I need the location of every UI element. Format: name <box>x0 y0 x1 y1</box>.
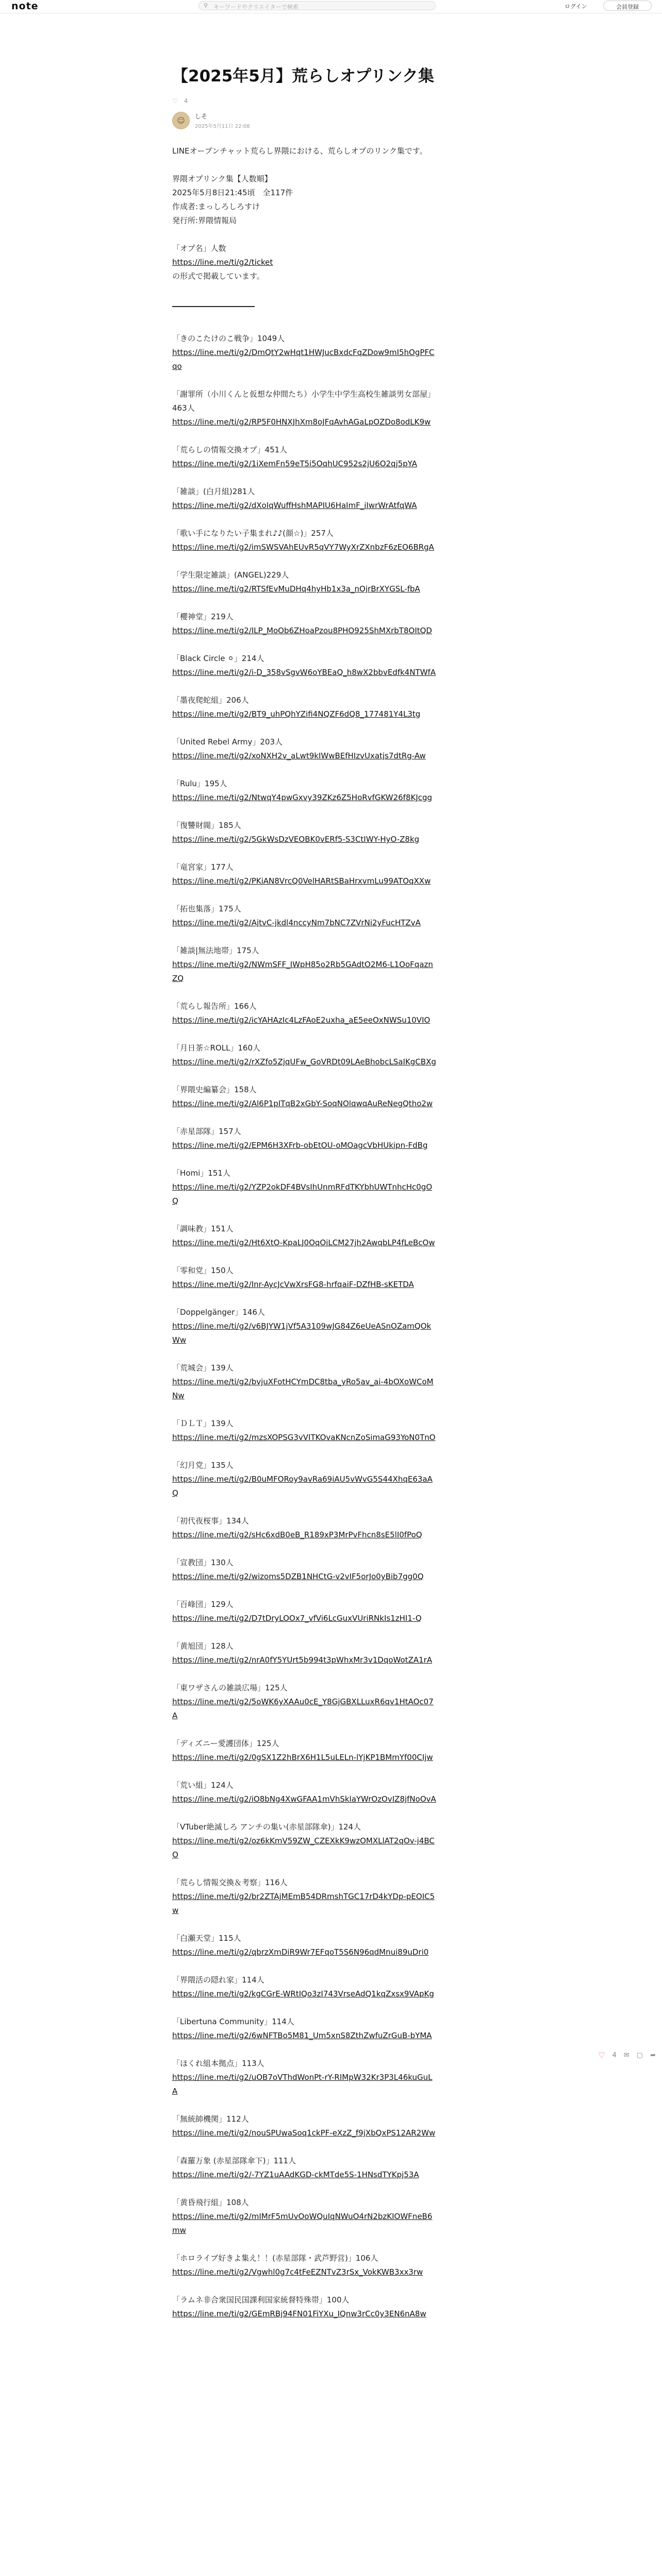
group-link[interactable]: https://line.me/ti/g2/EPM6H3XFrb-obEtOU-oMOagcVbHUkipn-FdBg <box>172 1141 428 1150</box>
group-name: 「雑談」(白月組)281人 <box>172 487 255 496</box>
list-item <box>172 1556 436 1584</box>
group-link[interactable]: https://line.me/ti/g2/PKiAN8VrcQ0VelHARtSBaHrxvmLu99ATOqXXw <box>172 876 431 886</box>
avatar[interactable]: ☺ <box>172 112 190 129</box>
heart-icon[interactable]: ♡ <box>598 2050 605 2060</box>
stats-lines-line: 作成者:まっしろしろすけ <box>172 202 260 211</box>
list-item <box>172 2112 436 2140</box>
login-link[interactable]: ログイン <box>565 3 587 10</box>
group-link[interactable]: https://line.me/ti/g2/mzsXOPSG3vVITKOvaKNcnZoSimaG93YoN0TnO <box>172 1433 436 1442</box>
group-link[interactable]: https://line.me/ti/g2/6wNFTBo5M81_Um5xnS8ZthZwfuZrGuB-bYMA <box>172 2031 432 2040</box>
group-name: 「竜宮家」177人 <box>172 862 234 872</box>
list-item <box>172 777 436 805</box>
list-item <box>172 1264 436 1292</box>
group-link[interactable]: https://line.me/ti/g2/5GkWsDzVEOBK0vERf5-S3CtIWY-HyO-Z8kg <box>172 835 420 844</box>
top-header <box>0 0 662 13</box>
group-link[interactable]: https://line.me/ti/g2/uOB7oVThdWonPt-rY-RIMpW32Kr3P3L46kuGuLA <box>172 2073 433 2096</box>
stats-lines-line: 発行所:界隈情報局 <box>172 216 237 225</box>
list-item <box>172 902 436 930</box>
list-item <box>172 1820 436 1862</box>
group-name: 「調味教」151人 <box>172 1224 234 1233</box>
divider <box>172 306 255 307</box>
list-item <box>172 2057 436 2098</box>
group-link[interactable]: https://line.me/ti/g2/-7YZ1uAAdKGD-ckMTde5S-1HNsdTYKpj53A <box>172 2170 419 2179</box>
note-logo[interactable]: note <box>11 1 39 12</box>
group-link[interactable]: https://line.me/ti/g2/DmQtY2wHqt1HWJucBxdcFqZDow9mI5hOgPFCqo <box>172 348 435 371</box>
group-name: 「界隈史編纂会」158人 <box>172 1085 257 1094</box>
list-item <box>172 735 436 763</box>
list-item <box>172 2154 436 2182</box>
group-link[interactable]: https://line.me/ti/g2/icYAHAzIc4LzFAoE2uxha_aE5eeOxNWSu10VIO <box>172 1015 431 1025</box>
group-name: 「界隈活の隠れ家」114人 <box>172 1975 264 1985</box>
group-name: 「黄昏飛行組」108人 <box>172 2198 249 2207</box>
group-link[interactable]: https://line.me/ti/g2/nrA0fY5YUrt5b994t3pWhxMr3v1DqoWotZA1rA <box>172 1655 433 1665</box>
link-list <box>172 332 436 2321</box>
group-name: 「白瀬天堂」115人 <box>172 1934 241 1943</box>
heart-icon[interactable]: ♡ <box>172 97 178 105</box>
group-name: 「月日茶☆ROLL」160人 <box>172 1043 261 1053</box>
list-item <box>172 652 436 680</box>
group-name: 「ＤＬＴ」139人 <box>172 1419 234 1428</box>
group-link[interactable]: https://line.me/ti/g2/5oWK6yXAAu0cE_Y8GjGBXLLuxR6qv1HtAOc07A <box>172 1697 434 1720</box>
post-date: 2025年5月11日 22:08 <box>195 124 250 129</box>
list-item <box>172 2015 436 2043</box>
group-name: 「宣教団」130人 <box>172 1558 234 1567</box>
group-name: 「荒らし報告所」166人 <box>172 1002 257 1011</box>
list-item <box>172 819 436 846</box>
group-link[interactable]: https://line.me/ti/g2/sHc6xdB0eB_R189xP3MrPvFhcn8sE5lI0fPoQ <box>172 1530 422 1539</box>
format-lines-line: の形式で掲載しています。 <box>172 272 264 281</box>
group-link[interactable]: https://line.me/ti/g2/oz6kKmV59ZW_CZEXkK9wzOMXLlAT2qOv-j4BCO <box>172 1836 435 1859</box>
group-link[interactable]: https://line.me/ti/g2/GEmRBj94FN01FiYXu_IQnw3rCc0y3EN6nA8w <box>172 2309 426 2318</box>
search-icon: ⚲ <box>204 2 208 9</box>
group-link[interactable]: https://line.me/ti/g2/iO8bNg4XwGFAA1mVhSklaYWrOzOvIZ8jfNoOvA <box>172 1794 436 1804</box>
group-link[interactable]: https://line.me/ti/g2/mIMrF5mUvOoWQuIqNWuO4rN2bzKIOWFneB6mw <box>172 2212 433 2235</box>
list-item <box>172 2251 436 2279</box>
stats-lines-line: 2025年5月8日21:45頃 全117件 <box>172 188 293 197</box>
list-item <box>172 1598 436 1625</box>
group-link[interactable]: https://line.me/ti/g2/ILP_MoOb6ZHoaPzou8PHO925ShMXrbT8OItQD <box>172 626 432 635</box>
list-item <box>172 1125 436 1153</box>
group-name: 「Black Circle ⚪」214人 <box>172 654 264 663</box>
group-link[interactable]: https://line.me/ti/g2/rXZfo5ZjqUFw_GoVRDt09LAeBhobcLSaIKgCBXg <box>172 1057 436 1066</box>
group-name: 「黄旭団」128人 <box>172 1641 234 1651</box>
list-item <box>172 1306 436 1347</box>
group-link[interactable]: https://line.me/ti/g2/RP5F0HNXJhXm8oJFqAvhAGaLpOZDo8odLK9w <box>172 417 431 427</box>
group-link[interactable]: https://line.me/ti/g2/Vgwhl0g7c4tFeEZNTvZ3rSx_VokKWB3xx3rw <box>172 2267 423 2277</box>
group-link[interactable]: https://line.me/ti/g2/nouSPUwaSoq1ckPF-eXzZ_f9jXbQxPS12AR2Ww <box>172 2128 436 2138</box>
group-name: 「荒い組」124人 <box>172 1781 234 1790</box>
group-link[interactable]: https://line.me/ti/g2/RTSfEvMuDHq4hyHb1x3a_nOjrBrXYGSL-fbA <box>172 584 420 594</box>
group-link[interactable]: https://line.me/ti/g2/bvjuXFotHCYmDC8tba_yRo5av_ai-4bOXoWCoMNw <box>172 1377 434 1400</box>
format-lines-line: 「オプ名」人数 <box>172 244 226 253</box>
group-name: 「ホロライブ好きよ集え！！(赤星部隊・武芦野営)」106人 <box>172 2253 378 2263</box>
group-name: 「歌い手になりたい子集まれ♪♪(顔☆)」257人 <box>172 529 334 538</box>
group-name: 「Doppelgänger」146人 <box>172 1308 265 1317</box>
group-link[interactable]: https://line.me/ti/g2/xoNXH2v_aLwt9kIWwBEfHIzvUxatjs7dtRg-Aw <box>172 751 426 760</box>
search-input[interactable] <box>198 1 436 10</box>
group-link[interactable]: https://line.me/ti/g2/NWmSFF_IWpH85o2Rb5GAdtO2M6-L1OoFqaznZQ <box>172 960 433 983</box>
group-link[interactable]: https://line.me/ti/g2/dXoIqWuffHshMAPIU6HaImF_iIwrWrAtfqWA <box>172 501 417 510</box>
group-name: 「復讐財閥」185人 <box>172 821 241 830</box>
list-item <box>172 568 436 596</box>
list-item <box>172 1417 436 1445</box>
group-name: 「きのこたけのこ戦争」1049人 <box>172 334 285 343</box>
group-link[interactable]: https://line.me/ti/g2/Al6P1pITqB2xGbY-SoqNOlqwqAuReNegQtho2w <box>172 1099 433 1108</box>
group-name: 「ほくれ組本拠点」113人 <box>172 2059 264 2068</box>
list-item <box>172 1973 436 2001</box>
article-actions <box>172 97 436 105</box>
bookmark-icon[interactable]: ▢ <box>636 2051 643 2059</box>
list-item <box>172 332 436 374</box>
group-link[interactable]: https://line.me/ti/g2/wizoms5DZB1NHCtG-v2vIF5orJo0yBib7gg0Q <box>172 1572 424 1581</box>
list-item <box>172 1876 436 1918</box>
group-name: 「Homi」151人 <box>172 1168 230 1178</box>
group-name: 「東ワザさんの雑談広場」125人 <box>172 1683 288 1692</box>
list-item <box>172 1083 436 1111</box>
group-link[interactable]: https://line.me/ti/g2/imSWSVAhEUvR5qVY7WyXrZXnbzF6zEO6BRgA <box>172 543 434 552</box>
group-name: 「櫻神堂」219人 <box>172 612 234 621</box>
list-item <box>172 2293 436 2321</box>
list-item <box>172 693 436 721</box>
list-item <box>172 1361 436 1403</box>
group-link[interactable]: https://line.me/ti/g2/1iXemFn59eT5i5OqhUC952s2jU6O2qj5pYA <box>172 459 418 468</box>
group-name: 「謝罪所（小川くんと仮想な仲間たち）小学生中学生高校生雑談男女部屋」463人 <box>172 389 436 413</box>
list-item <box>172 610 436 638</box>
stats-lines-line: 界隈オプリンク集【人数順】 <box>172 174 272 183</box>
group-link[interactable]: https://line.me/ti/g2/B0uMFORoy9avRa69iAU5vWvG5S44XhqE63aAQ <box>172 1475 433 1498</box>
list-item <box>172 1778 436 1806</box>
search-placeholder: キーワードやクリエイターで検索 <box>213 4 299 10</box>
author-name[interactable]: しそ <box>195 113 208 120</box>
group-name: 「雑談|無法地帯」175人 <box>172 946 259 955</box>
group-name: 「拓也集落」175人 <box>172 904 241 913</box>
format-lines-line[interactable]: https://line.me/ti/g2/ticket <box>172 258 273 267</box>
comment-icon[interactable]: ✉ <box>623 2051 630 2059</box>
side-actions <box>598 2050 656 2060</box>
list-item <box>172 1514 436 1542</box>
group-link[interactable]: https://line.me/ti/g2/AjtvC-jkdl4nccyNm7bNC7ZVrNi2yFucHTZvA <box>172 918 421 927</box>
article-body-intro <box>172 144 436 283</box>
group-name: 「荒城会」139人 <box>172 1363 234 1372</box>
article <box>172 65 436 2335</box>
list-item <box>172 1931 436 1959</box>
group-link[interactable]: https://line.me/ti/g2/BT9_uhPQhYZifi4NQZF6dQ8_177481Y4L3tg <box>172 709 421 719</box>
like-count: 4 <box>184 97 188 105</box>
group-link[interactable]: https://line.me/ti/g2/kgCGrE-WRtIQo3zI743VrseAdQ1kqZxsx9VApKg <box>172 1989 434 1998</box>
group-link[interactable]: https://line.me/ti/g2/i-D_358vSgvW6oYBEaQ_h8wX2bbvEdfk4NTWfA <box>172 668 436 677</box>
group-link[interactable]: https://line.me/ti/g2/0gSX1Z2hBrX6H1L5uLELn-lYjKP1BMmYf00CIjw <box>172 1753 433 1762</box>
group-link[interactable]: https://line.me/ti/g2/qbrzXmDiR9Wr7EFqoT5S6N96qdMnui89uDri0 <box>172 1947 429 1957</box>
share-icon[interactable]: ➦ <box>650 2051 656 2059</box>
author-block[interactable] <box>172 111 436 130</box>
group-name: 「幻月党」135人 <box>172 1461 234 1470</box>
group-name: 「無統帥機関」112人 <box>172 2114 249 2124</box>
group-link[interactable]: https://line.me/ti/g2/YZP2okDF4BVsIhUnmRFdTKYbhUWTnhcHc0gOQ <box>172 1182 433 1206</box>
group-link[interactable]: https://line.me/ti/g2/br2ZTAjMEmB54DRmshTGC17rD4kYDp-pEOIC5w <box>172 1892 435 1915</box>
list-item <box>172 1041 436 1069</box>
side-like-count: 4 <box>612 2051 617 2059</box>
intro-lines-line: LINEオープンチャット荒らし界隈における、荒らしオプのリンク集です。 <box>172 146 427 156</box>
group-name: 「森羅万象 (赤星部隊傘下)」111人 <box>172 2156 296 2165</box>
group-name: 「荒らし情報交換＆考察」116人 <box>172 1878 288 1887</box>
signup-button[interactable]: 会員登録 <box>603 1 652 11</box>
group-link[interactable]: https://line.me/ti/g2/Inr-AycJcVwXrsFG8-hrfqaiF-DZfHB-sKETDA <box>172 1280 414 1289</box>
group-link[interactable]: https://line.me/ti/g2/v6BJYW1jVf5A3109wJG84Z6eUeASnOZamQOkWw <box>172 1321 432 1345</box>
list-item <box>172 527 436 554</box>
group-name: 「VTuber絶滅しろ アンチの集い(赤星部隊傘)」124人 <box>172 1822 361 1832</box>
list-item <box>172 860 436 888</box>
list-item <box>172 387 436 429</box>
group-name: 「赤星部隊」157人 <box>172 1127 241 1136</box>
group-name: 「墨夜爬蛇組」206人 <box>172 696 249 705</box>
group-name: 「United Rebel Army」203人 <box>172 737 283 747</box>
list-item <box>172 1166 436 1208</box>
group-name: 「ラムネ非合衆国民国課利国家統督特殊帯」100人 <box>172 2295 350 2304</box>
group-name: 「荒らしの情報交換オプ」451人 <box>172 445 288 454</box>
list-item <box>172 1459 436 1500</box>
list-item <box>172 1737 436 1765</box>
group-name: 「初代夜桜事」134人 <box>172 1516 249 1526</box>
group-name: 「学生限定雑談」(ANGEL)229人 <box>172 570 289 580</box>
article-title: 【2025年5月】荒らしオプリンク集 <box>172 67 435 86</box>
group-name: 「百峰団」129人 <box>172 1600 234 1609</box>
list-item <box>172 999 436 1027</box>
group-name: 「Rulu」195人 <box>172 779 227 788</box>
group-name: 「零和党」150人 <box>172 1266 234 1275</box>
group-name: 「ディズニー愛護団体」125人 <box>172 1739 279 1748</box>
list-item <box>172 485 436 513</box>
list-item <box>172 1222 436 1250</box>
group-link[interactable]: https://line.me/ti/g2/Ht6XtO-KpaLJ0OqOiLCM27jh2AwqbLP4fLeBcOw <box>172 1238 435 1247</box>
list-item <box>172 443 436 471</box>
group-name: 「Libertuna Community」114人 <box>172 2017 294 2026</box>
list-item <box>172 1681 436 1723</box>
group-link[interactable]: https://line.me/ti/g2/NtwqY4pwGxvy39ZKz6Z5HoRvfGKW26f8KJcgg <box>172 793 433 802</box>
list-item <box>172 1639 436 1667</box>
group-link[interactable]: https://line.me/ti/g2/D7tDryLOOx7_vfVi6LcGuxVUriRNkIs1zHI1-Q <box>172 1614 422 1623</box>
list-item <box>172 2196 436 2238</box>
list-item <box>172 944 436 986</box>
